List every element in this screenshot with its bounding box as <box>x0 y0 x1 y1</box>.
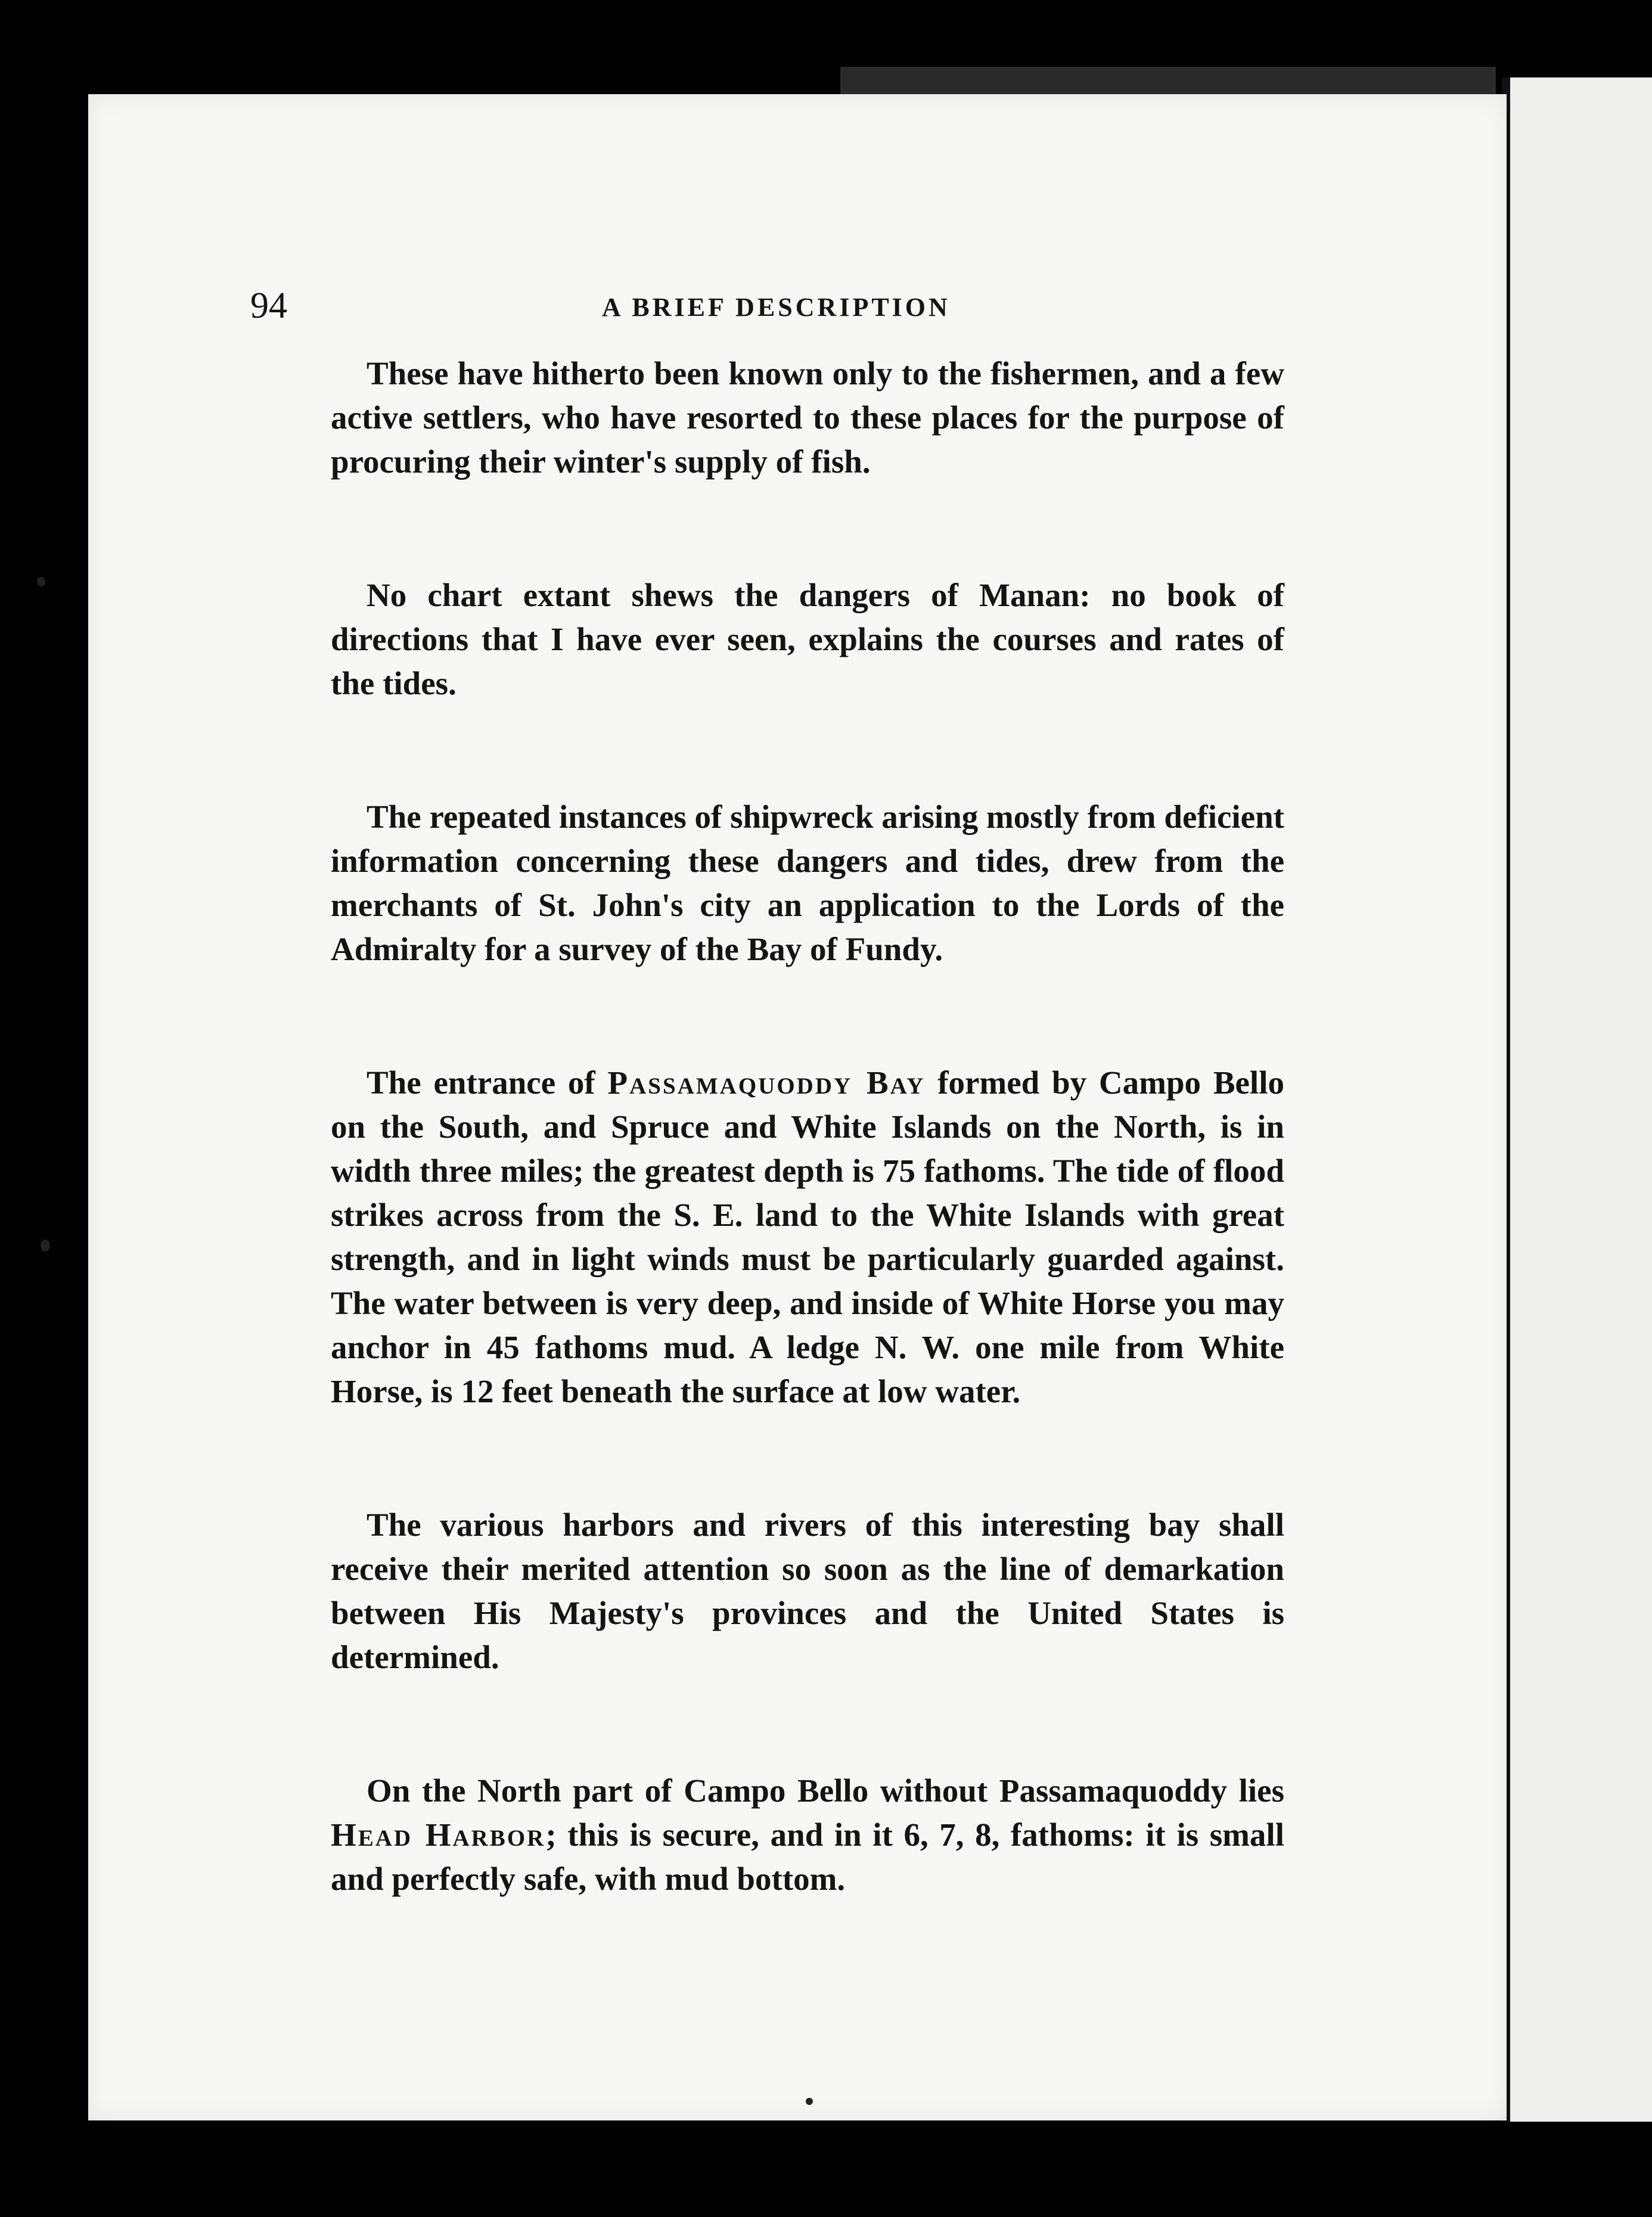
paragraph-5: The various harbors and rivers of this interesting bay shall receive their merited attention so soon as the line of demarkation between His Majesty's provinces and the United States is determined. <box>331 1507 1284 1675</box>
bay-name: Passamaquoddy Bay <box>607 1064 926 1101</box>
paragraph-3: The repeated instances of shipwreck arising mostly from deficient information concerning these dangers and tides, drew from the merchants of St. John's city an application to the Lords of the Admiralty for a survey of the Bay of Fundy. <box>331 799 1284 967</box>
margin-speck <box>41 1240 50 1252</box>
paragraph-6-body: ; this is secure, and in it 6, 7, 8, fathoms: it is small and perfectly safe, with mud bottom. <box>331 1817 1284 1897</box>
paragraph-4-body: formed by Campo Bello on the South, and Spruce and White Islands on the North, is in width three miles; the greatest depth is 75 fathoms. The tide of flood strikes across from the S. E. land to the White Islands with great strength, and in light winds must be particularly guarded against. The water between is very deep, and inside of White Horse you may anchor in 45 fathoms mud. A ledge N. W. one mile from White Horse, is 12 feet beneath the surface at low water. <box>331 1064 1284 1409</box>
page-header <box>250 285 1263 333</box>
paragraph-4-lead: The entrance of <box>367 1064 608 1101</box>
running-head: A BRIEF DESCRIPTION <box>602 293 951 322</box>
paragraph-4 <box>331 1061 1284 1414</box>
harbor-name: Head Harbor <box>331 1817 546 1853</box>
margin-speck <box>37 577 45 586</box>
paragraph-1: These have hitherto been known only to the fishermen, and a few active settlers, who have resorted to these places for the purpose of procuring their winter's supply of fish. <box>331 355 1284 480</box>
facing-page-edge <box>1502 77 1652 2122</box>
page-number: 94 <box>250 285 287 326</box>
page-speck <box>806 2098 813 2105</box>
paragraph-2: No chart extant shews the dangers of Manan: no book of directions that I have ever seen, explains the courses and rates of the tides. <box>331 577 1284 701</box>
body-text <box>331 352 1284 1991</box>
paragraph-6-lead: On the North part of Campo Bello without Passamaquoddy lies <box>367 1772 1284 1809</box>
paragraph-6 <box>331 1769 1284 1901</box>
